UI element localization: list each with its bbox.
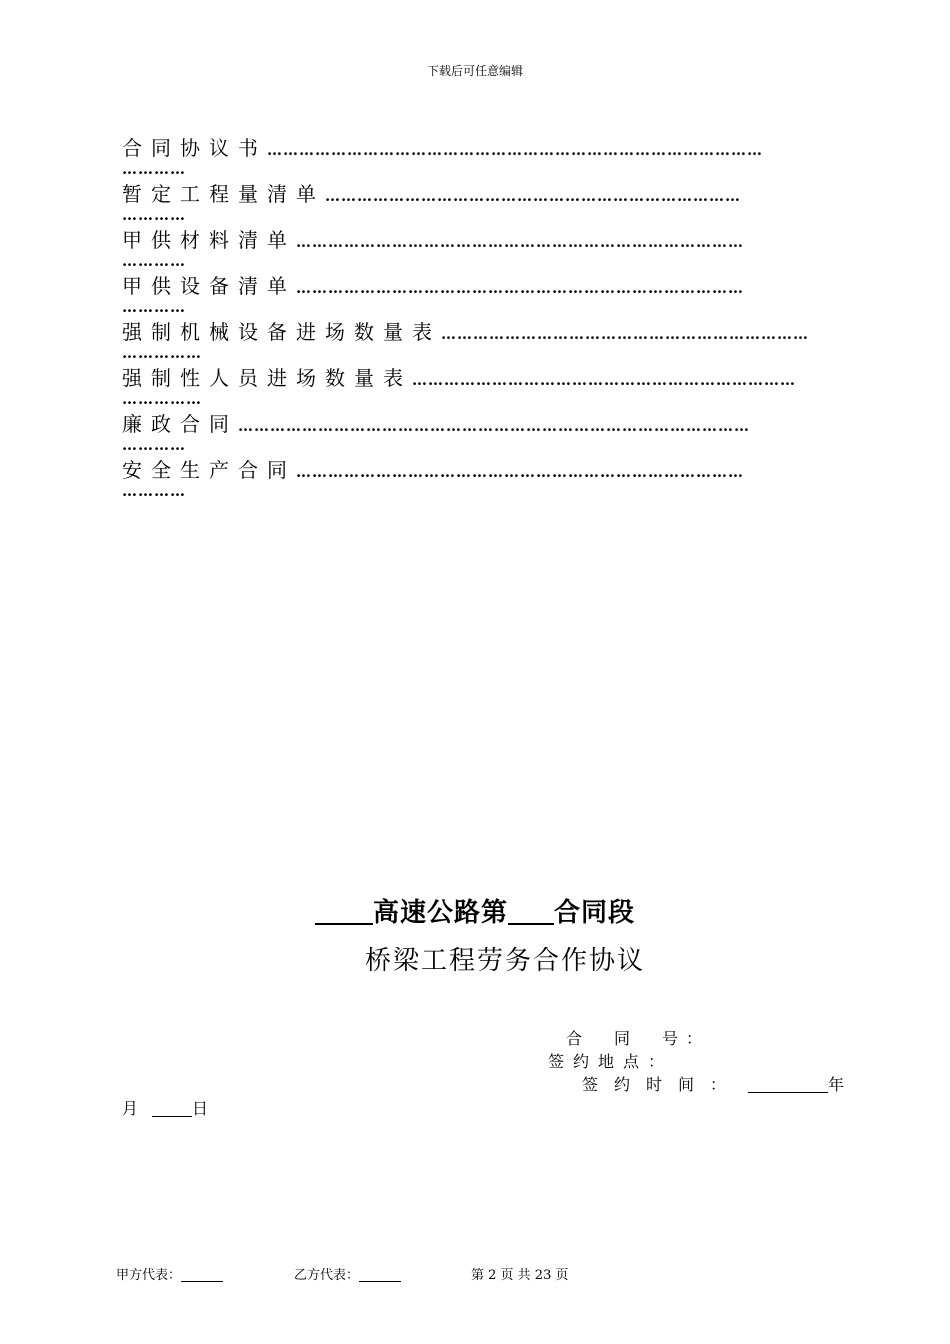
toc-entry[interactable] [122, 226, 844, 272]
title-part-b: 合同段 [554, 898, 636, 928]
signing-place-row [548, 1049, 673, 1072]
toc-entry[interactable] [122, 456, 844, 502]
contract-number-row [566, 1026, 710, 1049]
toc-leader-dots: …………………………………………………………………………………… [238, 417, 750, 435]
toc-leader-dots-continued: …………… [122, 344, 202, 362]
section-number-blank[interactable] [508, 897, 554, 925]
toc-entry[interactable] [122, 410, 844, 456]
page-header: 下载后可任意编辑 [426, 64, 523, 78]
day-label: 日 [192, 1099, 209, 1118]
signing-date-continued [122, 1096, 208, 1119]
document-subtitle: 桥梁工程劳务合作协议 [365, 946, 646, 976]
signing-place-label: 签约地点： [548, 1052, 674, 1071]
highway-name-blank[interactable] [315, 897, 373, 925]
toc-entry[interactable] [122, 134, 844, 180]
party-a-label: 甲方代表： [116, 1268, 182, 1283]
party-a-signature [116, 1264, 223, 1283]
party-a-blank[interactable] [181, 1268, 223, 1282]
month-label: 月 [122, 1099, 139, 1118]
signing-time-label: 签约时间： [582, 1075, 743, 1094]
toc-leader-dots-continued: ………… [122, 298, 186, 316]
toc-leader-dots-continued: ………… [122, 482, 186, 500]
toc-leader-dots: ………………………………………………………………………………… [267, 141, 763, 159]
toc-entry-title: 强制性人员进场数量表 [122, 366, 412, 390]
signing-time-row [582, 1072, 844, 1095]
party-b-signature [294, 1264, 401, 1283]
toc-leader-dots: …………………………………………………………………… [325, 187, 741, 205]
toc-entry[interactable] [122, 364, 844, 410]
toc-leader-dots: …………………………………………………………… [441, 325, 809, 343]
toc-entry-title: 安全生产合同 [122, 458, 296, 482]
party-b-blank[interactable] [359, 1268, 401, 1282]
document-title [0, 892, 950, 929]
party-b-label: 乙方代表： [294, 1268, 360, 1283]
contract-number-label: 合 同 号： [566, 1029, 711, 1048]
toc-leader-dots-continued: ………… [122, 206, 186, 224]
toc-leader-dots-continued: ………… [122, 160, 186, 178]
table-of-contents [122, 134, 844, 502]
toc-entry-title: 甲供材料清单 [122, 228, 296, 252]
toc-entry-title: 合同协议书 [122, 136, 267, 160]
toc-entry-title: 强制机械设备进场数量表 [122, 320, 441, 344]
toc-leader-dots-continued: ………… [122, 436, 186, 454]
toc-leader-dots-continued: ………… [122, 252, 186, 270]
toc-leader-dots: ………………………………………………………………………… [296, 463, 744, 481]
title-part-a: 高速公路第 [372, 898, 508, 928]
toc-leader-dots: ………………………………………………………………………… [296, 279, 744, 297]
toc-leader-dots-continued: …………… [122, 390, 202, 408]
page-number: 第 2 页 共 23 页 [471, 1268, 569, 1283]
toc-entry[interactable] [122, 318, 844, 364]
year-blank[interactable] [748, 1076, 828, 1093]
day-blank[interactable] [152, 1100, 192, 1117]
toc-entry-title: 甲供设备清单 [122, 274, 296, 298]
toc-leader-dots: ……………………………………………………………… [412, 371, 796, 389]
toc-entry-title: 廉政合同 [122, 412, 238, 436]
toc-entry-title: 暂定工程量清单 [122, 182, 325, 206]
toc-leader-dots: ………………………………………………………………………… [296, 233, 744, 251]
toc-entry[interactable] [122, 180, 844, 226]
toc-entry[interactable] [122, 272, 844, 318]
year-label: 年 [828, 1075, 845, 1094]
